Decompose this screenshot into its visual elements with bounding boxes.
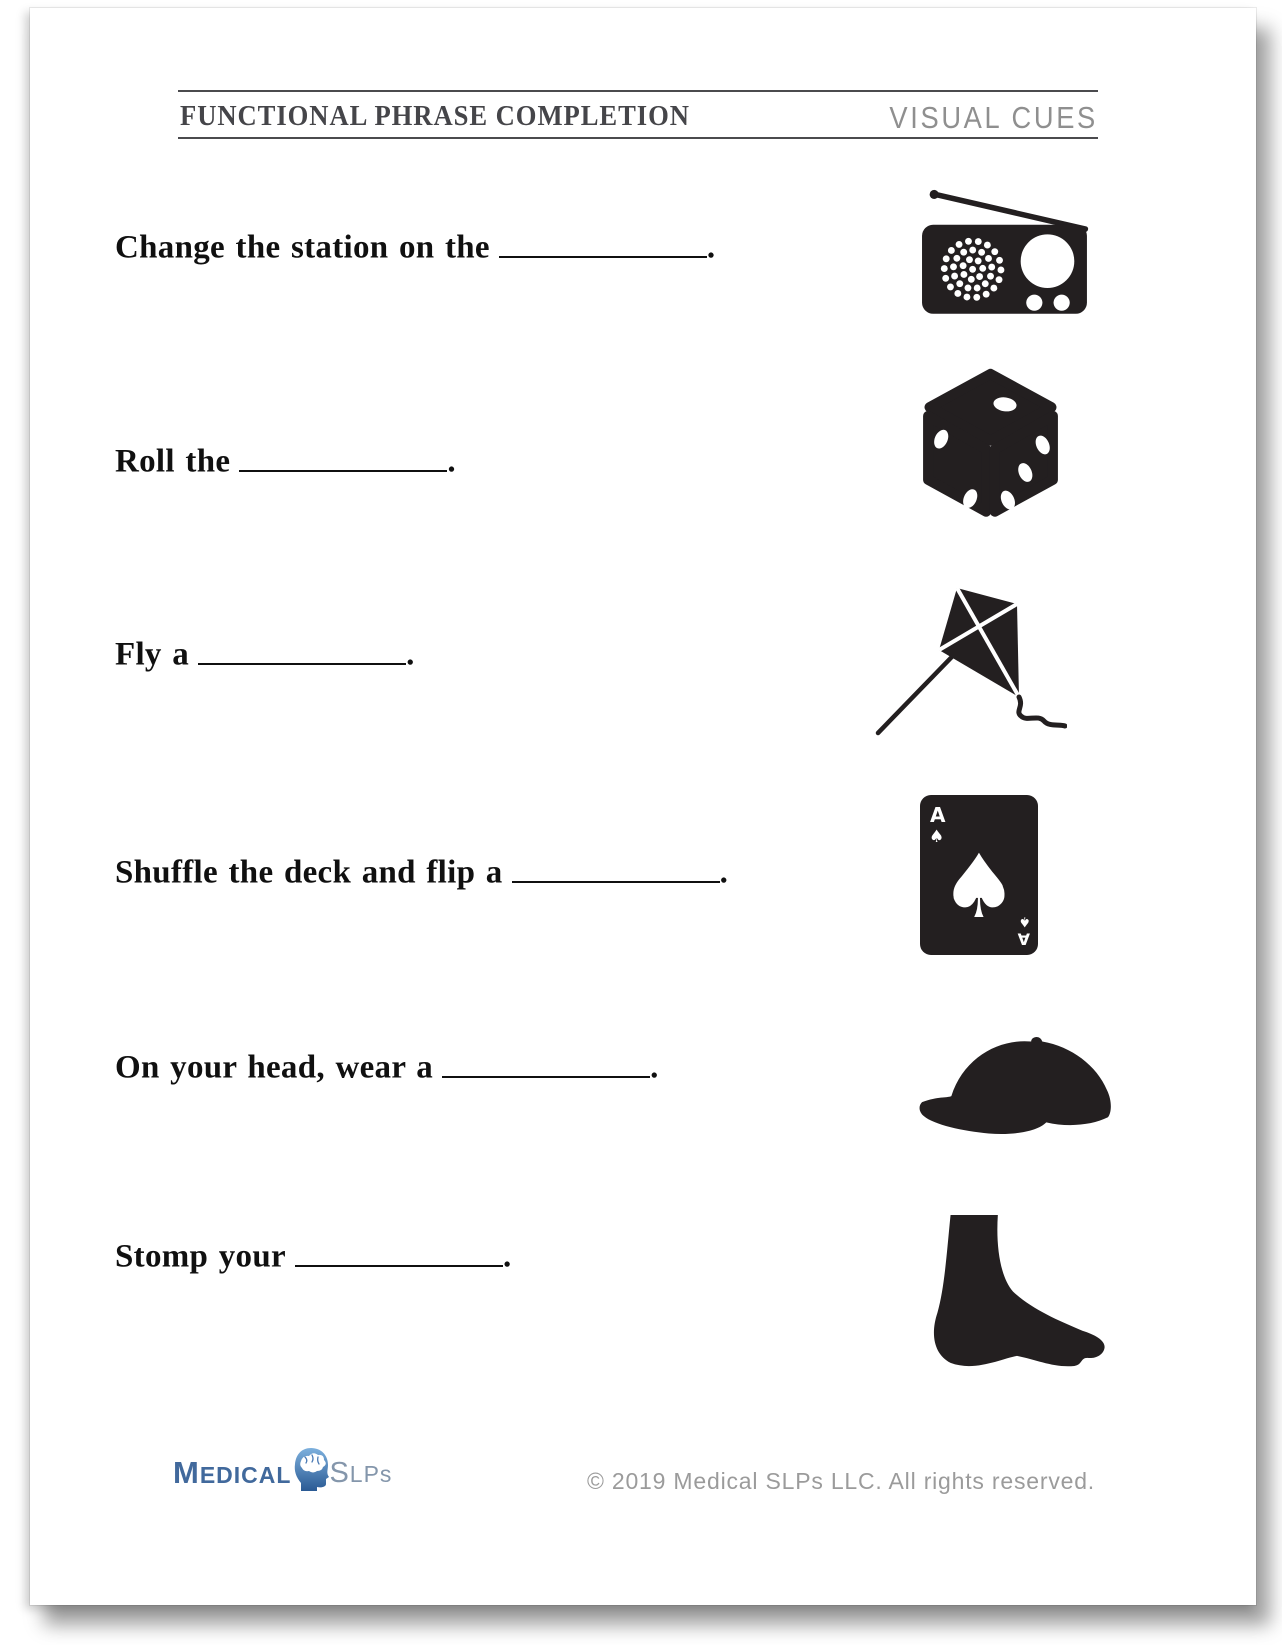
- phrase-item-die: [115, 436, 456, 485]
- phrase-item-foot: [115, 1231, 512, 1280]
- foot-icon: [918, 1215, 1125, 1373]
- header-bottom-rule: [178, 137, 1098, 139]
- answer-blank: [442, 1042, 650, 1078]
- radio-icon: [920, 174, 1092, 316]
- phrase-item-card: [115, 847, 728, 896]
- phrase-punct: .: [406, 636, 415, 673]
- logo-slps-text: SLPs: [329, 1456, 393, 1489]
- kite-icon: [872, 583, 1067, 738]
- card-rank-top: A: [930, 803, 946, 827]
- answer-blank: [198, 629, 406, 665]
- answer-blank: [499, 222, 707, 258]
- card-rank-bottom: A: [1017, 929, 1030, 949]
- card-suit-top-icon: ♠: [929, 827, 945, 847]
- copyright-text: © 2019 Medical SLPs LLC. All rights reserved.: [586, 1468, 1095, 1494]
- phrase-text: Shuffle the deck and flip a: [115, 854, 503, 891]
- phrase-text: Stomp your: [115, 1238, 286, 1275]
- phrase-item-cap: [115, 1042, 659, 1091]
- phrase-text: Fly a: [115, 636, 190, 673]
- visual-cues-label: VISUAL CUES: [889, 100, 1098, 135]
- logo-medical-text: MEDICAL: [173, 1455, 292, 1490]
- phrase-item-kite: [115, 629, 415, 678]
- head-brain-icon: [290, 1446, 332, 1492]
- phrase-punct: .: [447, 443, 456, 480]
- phrase-punct: .: [502, 1238, 512, 1275]
- answer-blank: [295, 1231, 503, 1267]
- phrase-text: On your head, wear a: [115, 1049, 434, 1086]
- card-suit-center-icon: ♠: [939, 835, 1019, 938]
- card-suit-bottom-icon: ♠: [1018, 913, 1031, 930]
- ace-of-spades-icon: [920, 795, 1038, 955]
- worksheet-page: [30, 8, 1256, 1605]
- answer-blank: [512, 847, 720, 883]
- baseball-cap-icon: [918, 1035, 1115, 1142]
- die-icon: [918, 368, 1063, 519]
- phrase-punct: .: [706, 229, 716, 266]
- phrase-punct: .: [719, 854, 729, 891]
- header-top-rule: [178, 90, 1098, 92]
- answer-blank: [239, 436, 447, 472]
- phrase-punct: .: [650, 1049, 659, 1086]
- medical-slps-logo: [173, 1450, 392, 1496]
- page-title: FUNCTIONAL PHRASE COMPLETION: [180, 101, 690, 132]
- phrase-text: Change the station on the: [115, 229, 490, 266]
- phrase-item-radio: [115, 222, 715, 271]
- phrase-text: Roll the: [115, 443, 231, 480]
